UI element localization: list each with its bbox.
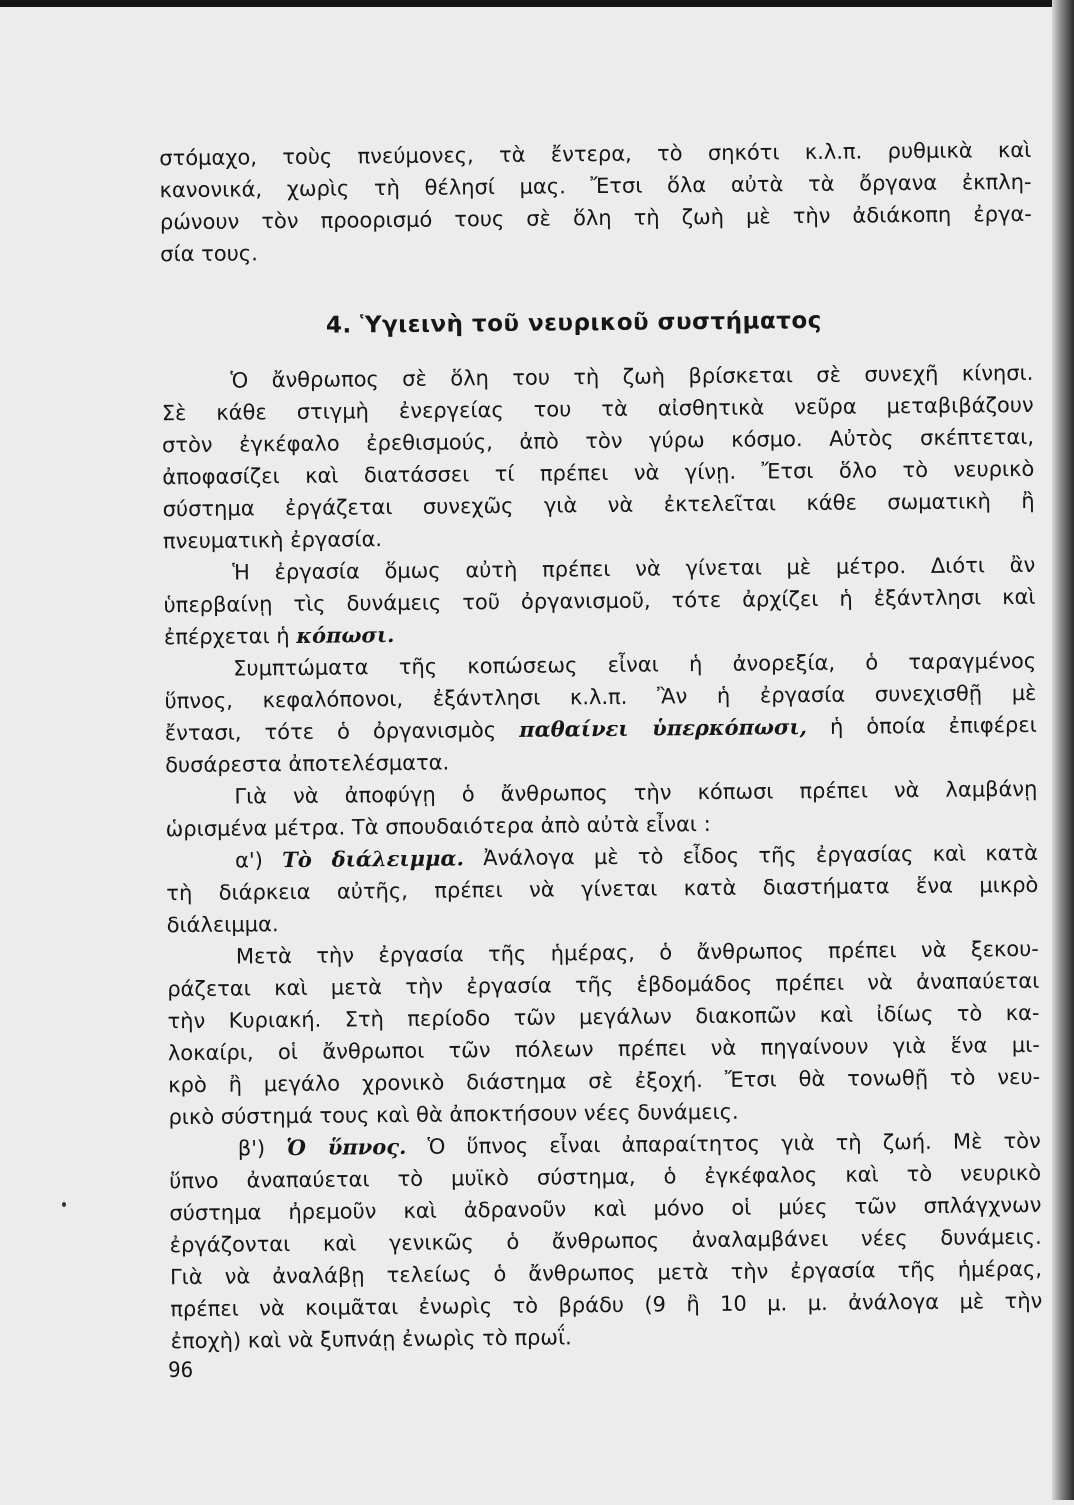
text-line: ἐποχὴ) καὶ νὰ ξυπνάῃ ἐνωρὶς τὸ πρωΐ. bbox=[170, 1325, 572, 1354]
text-line: δυσάρεστα ἀποτελέσματα. bbox=[165, 750, 450, 778]
section-heading: 4. Ὑγιεινὴ τοῦ νευρικοῦ συστήματος bbox=[325, 307, 822, 339]
text-line: ὕπνος, κεφαλόπονοι, ἐξάντλησι κ.λ.π. Ἂν ἡ ἐργασία συνεχισθῇ μὲ bbox=[164, 680, 1037, 714]
text-line: ρικὸ σύστημά τους καὶ θὰ ἀποκτήσουν νέες δυνάμεις. bbox=[168, 1099, 739, 1130]
emphasis-term: παθαίνει ὑπερκόπωσι, bbox=[519, 714, 808, 742]
text-line bbox=[238, 1126, 1041, 1164]
text-line: κανονικά, χωρὶς τὴ θέλησί μας. Ἔτσι ὅλα αὐτὰ τὰ ὄργανα ἐκπλη- bbox=[159, 169, 1032, 203]
text-line: ράζεται καὶ μετὰ τὴν ἐργασία τῆς ἑβδομάδος πρέπει νὰ ἀναπαύεται bbox=[167, 968, 1040, 1002]
text-line: ὑπερβαίνῃ τὶς δυνάμεις τοῦ ὀργανισμοῦ, τότε ἀρχίζει ἡ ἐξάντλησι καὶ bbox=[163, 584, 1036, 618]
text-line bbox=[165, 710, 1037, 748]
emphasis-term: Τὸ διάλειμμα. bbox=[282, 845, 464, 873]
text-span: Ὁ ὕπνος εἶναι ἀπαραίτητος γιὰ τὴ ζωή. Μὲ τὸν bbox=[427, 1128, 1041, 1159]
text-line: κρὸ ἢ μεγάλο χρονικὸ διάστημα σὲ ἐξοχή. Ἔτσι θὰ τονωθῇ τὸ νευ- bbox=[168, 1064, 1041, 1098]
emphasis-term: Ὁ ὕπνος. bbox=[286, 1133, 407, 1161]
text-line: διάλειμμα. bbox=[166, 912, 279, 938]
list-marker: α') bbox=[234, 848, 263, 873]
text-line: λοκαίρι, οἱ ἄνθρωποι τῶν πόλεων πρέπει νὰ πηγαίνουν γιὰ ἕνα μι- bbox=[167, 1032, 1040, 1066]
text-line: Ὁ ἄνθρωπος σὲ ὅλη του τὴ ζωὴ βρίσκεται σὲ συνεχῆ κίνησι. bbox=[230, 360, 1034, 393]
text-line: ὡρισμένα μέτρα. Τὰ σπουδαιότερα ἀπὸ αὐτὰ εἶναι : bbox=[165, 811, 711, 842]
text-line: Σὲ κάθε στιγμὴ ἐνεργείας του τὰ αἰσθητικὰ νεῦρα μεταβιβάζουν bbox=[161, 392, 1034, 426]
text-span: ἔντασι, τότε ὁ ὀργανισμὸς bbox=[164, 718, 497, 746]
page-number: 96 bbox=[168, 1358, 194, 1382]
text-line bbox=[164, 620, 395, 652]
text-span: Ἀνάλογα μὲ τὸ εἶδος τῆς ἐργασίας καὶ κατὰ bbox=[483, 840, 1039, 871]
text-line: πρέπει νὰ κοιμᾶται ἐνωρὶς τὸ βράδυ (9 ἢ 10 μ. μ. ἀνάλογα μὲ τὴν bbox=[170, 1288, 1043, 1322]
text-line: ἀποφασίζει καὶ διατάσσει τί πρέπει νὰ γίνῃ. Ἔτσι ὅλο τὸ νευρικὸ bbox=[162, 456, 1035, 490]
text-line: σύστημα ἠρεμοῦν καὶ ἀδρανοῦν καὶ μόνο οἱ μύες τῶν σπλάγχνων bbox=[169, 1192, 1042, 1226]
text-line: στόμαχο, τοὺς πνεύμονες, τὰ ἔντερα, τὸ σηκότι κ.λ.π. ρυθμικὰ καὶ bbox=[159, 137, 1032, 171]
text-line: τὴ διάρκεια αὐτῆς, πρέπει νὰ γίνεται κατὰ διαστήματα ἕνα μικρὸ bbox=[166, 872, 1039, 906]
text-line: τὴν Κυριακή. Στὴ περίοδο τῶν μεγάλων διακοπῶν καὶ ἰδίως τὸ κα- bbox=[167, 1000, 1040, 1034]
text-line: σία τους. bbox=[160, 241, 258, 267]
emphasis-term: κόπωσι. bbox=[296, 622, 395, 648]
text-line: πνευματικὴ ἐργασία. bbox=[162, 527, 383, 554]
text-line: ὕπνο ἀναπαύεται τὸ μυϊκὸ σύστημα, ὁ ἐγκέφαλος καὶ τὸ νευρικὸ bbox=[169, 1160, 1042, 1194]
text-line: Γιὰ νὰ ἀποφύγῃ ὁ ἄνθρωπος τὴν κόπωσι πρέπει νὰ λαμβάνῃ bbox=[234, 776, 1038, 809]
text-span: ἐπέρχεται ἡ bbox=[163, 624, 290, 650]
text-line: Συμπτώματα τῆς κοπώσεως εἶναι ἡ ἀνορεξία, ὁ ταραγμένος bbox=[233, 648, 1037, 681]
scan-speck bbox=[62, 1202, 66, 1207]
text-line: Μετὰ τὴν ἐργασία τῆς ἡμέρας, ὁ ἄνθρωπος πρέπει νὰ ξεκου- bbox=[235, 936, 1040, 969]
list-marker: β') bbox=[237, 1136, 266, 1161]
text-line: Ἡ ἐργασία ὅμως αὐτὴ πρέπει νὰ γίνεται μὲ μέτρο. Διότι ἂν bbox=[232, 552, 1036, 585]
text-line: ἐργάζονται καὶ γενικῶς ὁ ἄνθρωπος ἀναλαμβάνει νέες δυνάμεις. bbox=[169, 1224, 1042, 1258]
text-line: ρώνουν τὸν προορισμό τους σὲ ὅλη τὴ ζωὴ μὲ τὴν ἀδιάκοπη ἐργα- bbox=[159, 201, 1032, 235]
text-line: στὸν ἐγκέφαλο ἐρεθισμούς, ἀπὸ τὸν γύρω κόσμο. Αὐτὸς σκέπτεται, bbox=[161, 424, 1035, 458]
text-line: Γιὰ νὰ ἀναλάβῃ τελείως ὁ ἄνθρωπος μετὰ τὴν ἐργασία τῆς ἡμέρας, bbox=[169, 1256, 1043, 1290]
text-line bbox=[235, 838, 1038, 876]
text-span: ἡ ὁποία ἐπιφέρει bbox=[829, 712, 1037, 739]
text-line: σύστημα ἐργάζεται συνεχῶς γιὰ νὰ ἐκτελεῖται κάθε σωματικὴ ἢ bbox=[162, 488, 1035, 522]
